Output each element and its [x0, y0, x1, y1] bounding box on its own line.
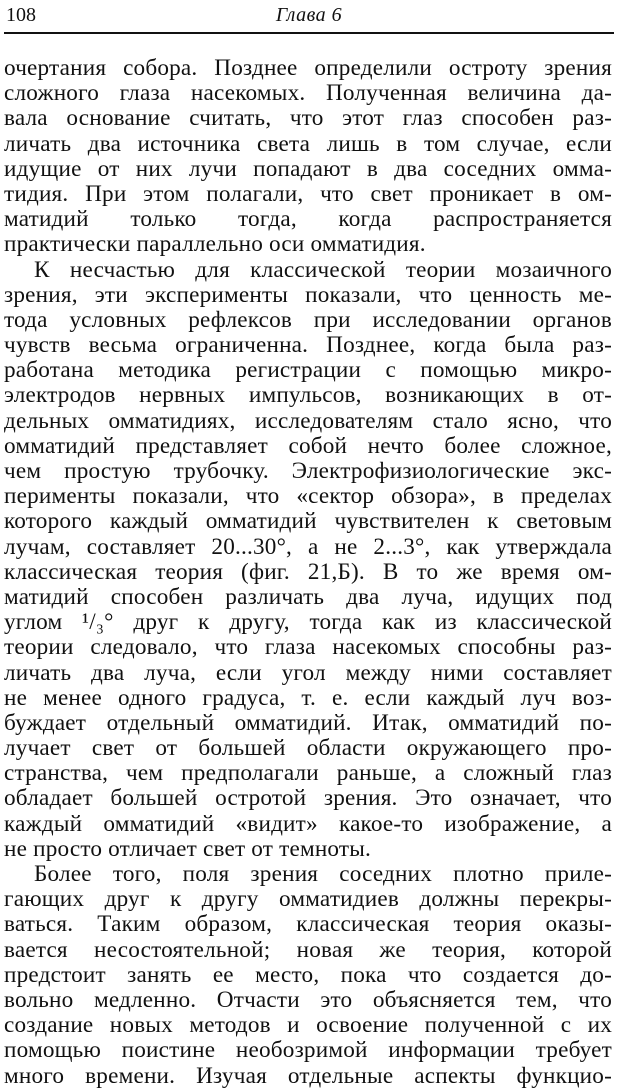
text-line: вольно медленно. Отчасти это объясняется тем, что: [4, 987, 612, 1013]
text-line: буждает отдельный омматидий. Итак, омматидий по-: [4, 710, 612, 736]
page-number: 108: [6, 4, 36, 26]
text-line: не просто отличает свет от темноты.: [4, 836, 372, 862]
text-line: зрения, эти эксперименты показали, что ценность ме-: [4, 282, 612, 308]
page-header: [4, 2, 614, 28]
text-line: гающих друг к другу омматидиев должны перекры-: [4, 887, 612, 913]
text-line: работана методика регистрации с помощью микро-: [4, 358, 612, 384]
text-line: сложного глаза насекомых. Полученная величина да-: [4, 81, 612, 107]
text-line: чувств весьма ограниченна. Позднее, когда была раз-: [4, 333, 612, 359]
text-line: создание новых методов и освоение полученной с их: [4, 1013, 612, 1039]
text-line: чем простую трубочку. Электрофизиологические экс-: [4, 459, 612, 484]
text-line: много времени. Изучая отдельные аспекты функцио-: [4, 1063, 612, 1089]
text-line: матидий только тогда, когда распространяется: [4, 207, 612, 233]
text-line: вала основание считать, что этот глаз способен раз-: [4, 106, 612, 132]
text-line: тода условных рефлексов при исследовании органов: [4, 307, 612, 333]
text-line: практически параллельно оси омматидия.: [4, 232, 426, 258]
text-line: матидий способен различать два луча, идущих под: [4, 584, 612, 610]
text-line: лучам, составляет 20...30°, а не 2...3°, как утверждала: [4, 534, 612, 560]
text-line: личать два источника света лишь в том случае, если: [4, 131, 612, 157]
body-text: [4, 56, 612, 1089]
text-line: каждый омматидий «видит» какое-то изображение, а: [4, 811, 612, 837]
text-line: странства, чем предполагали раньше, а сложный глаз: [4, 761, 612, 787]
text-line: классическая теория (фиг. 21,Б). В то же время ом-: [4, 559, 612, 585]
text-line: Более того, поля зрения соседних плотно приле-: [34, 862, 612, 887]
text-line: помощью поистине необозримой информации требует: [4, 1038, 612, 1064]
text-line: очертания собора. Позднее определили остроту зрения: [4, 56, 612, 81]
text-line: омматидий представляет собой нечто более сложное,: [4, 433, 612, 459]
text-line: ваться. Таким образом, классическая теория оказы-: [4, 912, 612, 938]
text-line: личать два луча, если угол между ними составляет: [4, 660, 612, 686]
text-line: углом ¹/₃° друг к другу, тогда как из классической: [4, 610, 612, 636]
text-line: электродов нервных импульсов, возникающих в от-: [4, 383, 612, 409]
text-line: лучает свет от большей области окружающего про-: [4, 736, 612, 762]
running-head: Глава 6: [275, 4, 343, 26]
text-line: теории следовало, что глаза насекомых способны раз-: [4, 635, 612, 661]
text-line: К несчастью для классической теории мозаичного: [34, 257, 612, 283]
text-line: идущие от них лучи попадают в два соседних омма-: [4, 156, 612, 182]
text-line: которого каждый омматидий чувствителен к световым: [4, 509, 612, 535]
text-line: обладает большей остротой зрения. Это означает, что: [4, 786, 612, 812]
text-line: не менее одного градуса, т. е. если каждый луч воз-: [4, 685, 612, 711]
text-line: тидия. При этом полагали, что свет проникает в ом-: [4, 181, 612, 207]
header-rule: [4, 32, 614, 34]
text-line: дельных омматидиях, исследователям стало ясно, что: [4, 408, 612, 434]
text-line: вается несостоятельной; новая же теория, которой: [4, 937, 612, 963]
text-line: предстоит занять ее место, пока что создается до-: [4, 962, 612, 988]
text-line: перименты показали, что «сектор обзора», в пределах: [4, 484, 612, 510]
